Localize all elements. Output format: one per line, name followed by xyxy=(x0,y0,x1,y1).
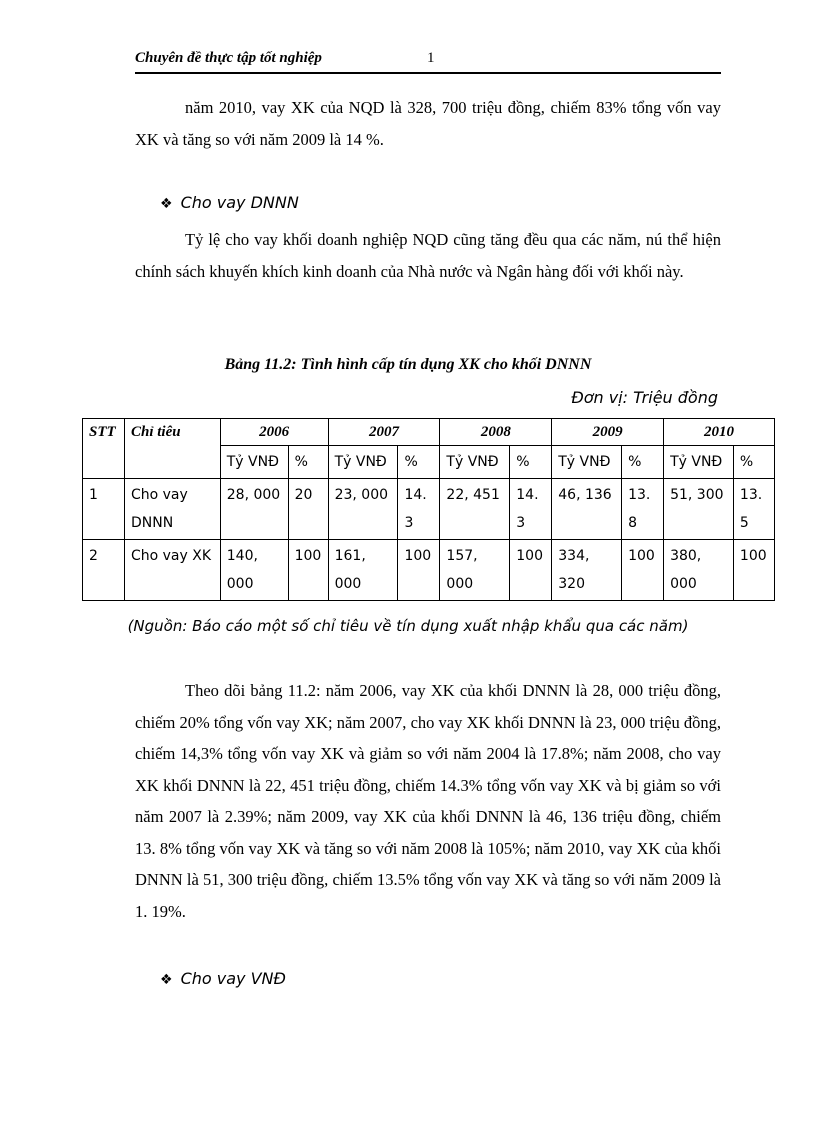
table-header-row xyxy=(83,419,775,446)
table-cell: 380, 000 xyxy=(664,540,734,601)
table-cell: 28, 000 xyxy=(220,479,288,540)
table-cell: 46, 136 xyxy=(552,479,622,540)
table-cell: 334, 320 xyxy=(552,540,622,601)
table-cell: 23, 000 xyxy=(328,479,398,540)
subheader-value: Tỷ VNĐ xyxy=(440,446,510,479)
page-header xyxy=(135,50,721,74)
analysis-paragraph: Theo dõi bảng 11.2: năm 2006, vay XK của khối DNNN là 28, 000 triệu đồng, chiếm 20% tổng vốn vay XK; năm 2007, cho vay XK khối DNNN là 23, 000 triệu đồng, chiếm 14,3% tổng vốn vay XK và giảm so với năm 2004 là 17.8%; năm 2008, cho vay XK khối DNNN là 22, 451 triệu đồng, chiếm 14.3% tổng vốn vay XK và bị giảm so với năm 2007 là 2.39%; năm 2009, vay XK của khối DNNN là 46, 136 triệu đồng, chiếm 13. 8% tổng vốn vay XK và tăng so với năm 2008 là 105%; năm 2010, vay XK của khối DNNN là 51, 300 triệu đồng, chiếm 13.5% tổng vốn vay XK và tăng so với năm 2009 là 1. 19%. xyxy=(135,681,721,921)
header-indicator: Chỉ tiêu xyxy=(124,419,220,479)
cell-stt: 2 xyxy=(83,540,125,601)
subheader-value: Tỷ VNĐ xyxy=(664,446,734,479)
header-year: 2010 xyxy=(664,419,775,446)
table-cell: 100 xyxy=(288,540,328,601)
bullet-dnnn-label: Cho vay DNNN xyxy=(180,193,299,212)
table-cell: 100 xyxy=(398,540,440,601)
subheader-pct: % xyxy=(733,446,774,479)
table-cell: 14. 3 xyxy=(398,479,440,540)
cell-indicator: Cho vay DNNN xyxy=(124,479,220,540)
subheader-pct: % xyxy=(398,446,440,479)
table-cell: 14. 3 xyxy=(510,479,552,540)
table-cell: 161, 000 xyxy=(328,540,398,601)
subheader-pct: % xyxy=(288,446,328,479)
bullet-vnd-label: Cho vay VNĐ xyxy=(180,969,286,988)
bullet-dnnn xyxy=(160,193,299,212)
table-title: Bảng 11.2: Tình hình cấp tín dụng XK cho khối DNNN xyxy=(224,356,592,373)
table-cell: 13. 8 xyxy=(622,479,664,540)
header-title: Chuyên đề thực tập tốt nghiệp xyxy=(135,50,322,66)
credit-table xyxy=(82,418,775,601)
diamond-bullet-icon: ❖ xyxy=(160,196,173,212)
table-cell: 100 xyxy=(733,540,774,601)
cell-stt: 1 xyxy=(83,479,125,540)
table-cell: 13. 5 xyxy=(733,479,774,540)
table-cell: 100 xyxy=(622,540,664,601)
dnnn-paragraph: Tỷ lệ cho vay khối doanh nghiệp NQD cũng tăng đều qua các năm, nú thể hiện chính sách khuyến khích kinh doanh của Nhà nước và Ngân hàng đối với khối này. xyxy=(135,230,721,281)
table-cell: 157, 000 xyxy=(440,540,510,601)
header-year: 2009 xyxy=(552,419,664,446)
table-cell: 20 xyxy=(288,479,328,540)
diamond-bullet-icon: ❖ xyxy=(160,972,173,988)
header-year: 2008 xyxy=(440,419,552,446)
header-year: 2007 xyxy=(328,419,440,446)
subheader-pct: % xyxy=(622,446,664,479)
table-cell: 51, 300 xyxy=(664,479,734,540)
subheader-value: Tỷ VNĐ xyxy=(220,446,288,479)
table-row xyxy=(83,479,775,540)
page-number: 1 xyxy=(427,50,435,66)
table-row xyxy=(83,540,775,601)
table-source: (Nguồn: Báo cáo một số chỉ tiêu về tín dụng xuất nhập khẩu qua các năm) xyxy=(127,617,689,635)
bullet-vnd xyxy=(160,969,286,988)
subheader-value: Tỷ VNĐ xyxy=(328,446,398,479)
table-cell: 100 xyxy=(510,540,552,601)
subheader-pct: % xyxy=(510,446,552,479)
header-year: 2006 xyxy=(220,419,328,446)
intro-paragraph: năm 2010, vay XK của NQD là 328, 700 triệu đồng, chiếm 83% tổng vốn vay XK và tăng so với năm 2009 là 14 %. xyxy=(135,98,721,149)
subheader-value: Tỷ VNĐ xyxy=(552,446,622,479)
table-unit: Đơn vị: Triệu đồng xyxy=(571,388,718,407)
header-stt: STT xyxy=(83,419,125,479)
cell-indicator: Cho vay XK xyxy=(124,540,220,601)
table-cell: 22, 451 xyxy=(440,479,510,540)
table-cell: 140, 000 xyxy=(220,540,288,601)
